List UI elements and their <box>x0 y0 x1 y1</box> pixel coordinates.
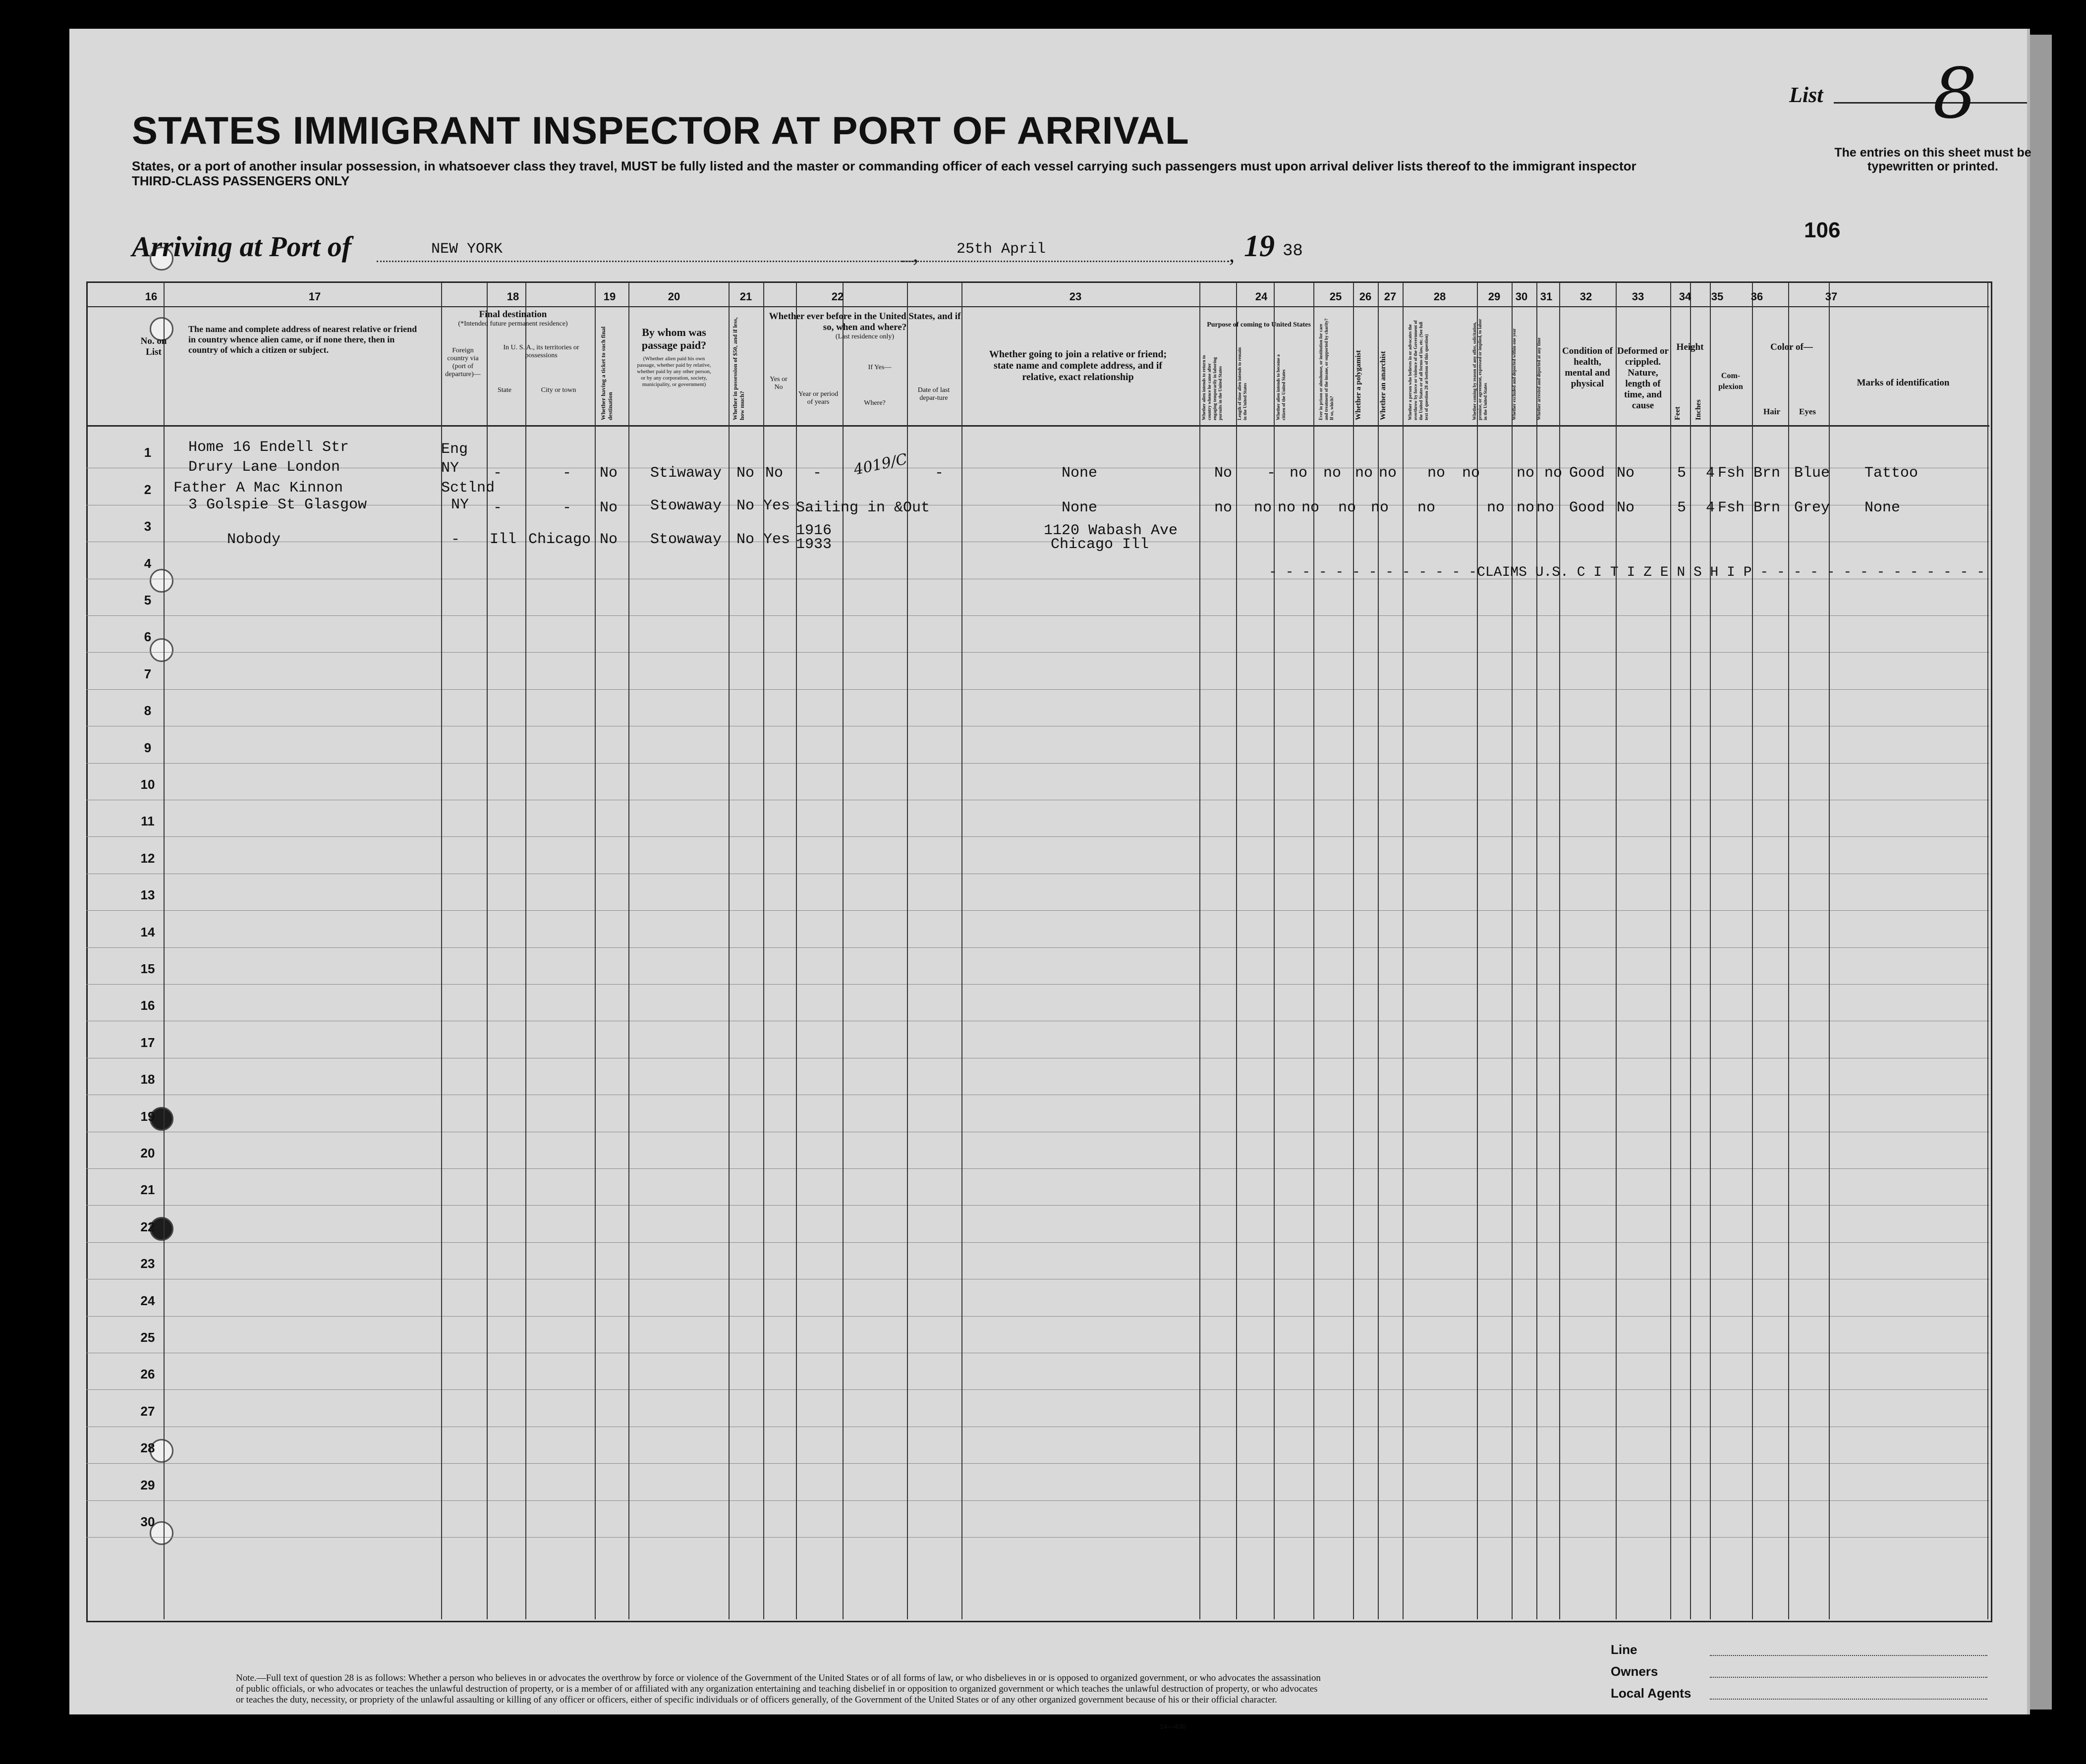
header-excluded: Whether excluded and deported within one year <box>1512 328 1517 420</box>
table-rule <box>86 425 1989 427</box>
owners-label: Owners <box>1611 1664 1658 1679</box>
r3-city: Chicago <box>528 531 591 548</box>
col-number: 27 <box>1384 290 1397 303</box>
r3-passage-paid: Stowaway <box>650 531 722 548</box>
r2-hair: Brn <box>1753 499 1781 516</box>
row-rule <box>86 1389 1989 1390</box>
row-number: 27 <box>140 1403 155 1419</box>
row-number: 8 <box>144 703 152 718</box>
r2-deformed: No <box>1617 499 1635 516</box>
column-rule <box>1690 282 1691 1619</box>
form-code: 14—430 <box>1160 1722 1186 1730</box>
row-rule <box>86 652 1989 653</box>
col-number: 19 <box>603 290 616 303</box>
row-number: 5 <box>144 593 152 607</box>
header-passage-paid <box>634 326 714 388</box>
column-rule <box>1559 282 1560 1619</box>
column-rule <box>763 282 764 1619</box>
row-rule <box>86 1242 1989 1243</box>
row-number: 17 <box>140 1035 155 1050</box>
r1-prison: no <box>1323 465 1342 482</box>
r2-deported: no <box>1536 499 1555 516</box>
r3-via: - <box>451 531 460 548</box>
r1-anarchist: no <box>1379 465 1397 482</box>
row-rule <box>86 947 1989 948</box>
header-no-on-list: No. on List <box>140 336 167 357</box>
row-rule <box>86 910 1989 911</box>
row-number: 15 <box>140 961 155 976</box>
r1-overthrow: no <box>1427 465 1446 482</box>
header-deformed: Deformed or crippled. Nature, length of time, and cause <box>1617 346 1669 411</box>
row-number: 14 <box>140 924 155 939</box>
row-number: 2 <box>144 482 152 497</box>
header-city: City or town <box>541 386 576 394</box>
r1-departure-date: - <box>935 465 944 482</box>
intro-line: States, or a port of another insular possession, in whatsoever class they travel, MUST be fully listed and the master or commanding officer of each vessel carrying such passengers must upon arrival deliver lists thereof to the immigrant inspector <box>132 159 1636 173</box>
header-health: Condition of health, mental and physical <box>1562 346 1613 389</box>
r2-joining: None <box>1062 499 1098 516</box>
r1-excluded: no <box>1517 465 1535 482</box>
header-final-destination <box>446 309 580 328</box>
header-date-departure: Date of last depar-ture <box>917 386 950 402</box>
header-polygamist: Whether a polygamist <box>1354 350 1362 420</box>
page-number: 106 <box>1804 218 1841 242</box>
column-rule <box>843 282 844 1619</box>
row-number: 28 <box>140 1440 155 1456</box>
port-underline <box>377 261 917 262</box>
question-28-note: Note.—Full text of question 28 is as follows: Whether a person who believes in or advocates the overthrow by force or violence of the Government of the United States or of all forms of law, or who disbelieves in or is opposed to organized government, or who advocates the assassination of public officials, or who advocates or teaches the unlawful destruction of property, or is a member of or affiliated with any organization entertaining and teaching disbelief in or opposition to organized government or which teaches the unlawful destruction of property, or who advocates or teaches the duty, necessity, or propriety of the unlawful assaulting or killing of any officer or officers, either of specific individuals or of officers generally, of the Government of the United States or of any other organized government because of his or their official character. <box>236 1673 1321 1705</box>
row-number: 12 <box>140 850 155 866</box>
r2-anarchist: no <box>1371 499 1389 516</box>
col-number: 32 <box>1579 290 1592 303</box>
header-join-relative: Whether going to join a relative or friend; state name and complete address, and if relative, exact relationship <box>989 349 1167 383</box>
arrival-date: 25th April <box>957 241 1046 258</box>
row-number: 26 <box>140 1367 155 1382</box>
row-number: 1 <box>144 445 152 460</box>
page-title: STATES IMMIGRANT INSPECTOR AT PORT OF ARRIVAL <box>132 109 1189 152</box>
owners-field <box>1710 1677 1987 1678</box>
intro-text <box>132 159 1767 188</box>
column-rule <box>1752 282 1753 1619</box>
column-rule <box>628 282 629 1619</box>
col-number: 36 <box>1750 290 1763 303</box>
header-complexion: Com-plexion <box>1718 372 1743 391</box>
r2-purpose-return: no <box>1214 499 1233 516</box>
row-number: 25 <box>140 1330 155 1345</box>
r1-year: - <box>813 465 822 482</box>
r1-polygamist: no <box>1355 465 1373 482</box>
column-rule <box>1353 282 1354 1619</box>
r2-overthrow: no <box>1417 499 1436 516</box>
header-in-usa: In U. S. A., its territories or possessions <box>503 344 579 359</box>
sheet-edge <box>2030 35 2052 1709</box>
r3-joining-line1: 1120 Wabash Ave <box>1044 522 1178 539</box>
header-inches: Inches <box>1694 399 1702 420</box>
r3-address: Nobody <box>227 531 281 548</box>
column-rule <box>1199 282 1200 1619</box>
r1-passage-paid: Stiwaway <box>650 465 722 482</box>
comma: , <box>1229 242 1235 267</box>
row-rule <box>86 1316 1989 1317</box>
col-number: 18 <box>507 290 519 303</box>
column-rule <box>1477 282 1478 1619</box>
date-underline <box>902 261 1229 262</box>
col-number: 33 <box>1632 290 1644 303</box>
header-year: Year or period of years <box>798 390 839 406</box>
row-rule <box>86 689 1989 690</box>
header-deported: Whether arrested and deported at any time <box>1536 337 1541 420</box>
r3-ever-before: Yes <box>763 531 790 548</box>
r1-state: - <box>493 465 503 482</box>
r3-money: No <box>736 531 755 548</box>
header-ticket: Whether having a ticket to such final destination <box>600 326 614 420</box>
r1-address-line2: Drury Lane London <box>188 459 340 476</box>
r3-state: Ill <box>490 531 517 548</box>
row-number: 4 <box>144 555 152 571</box>
row-rule <box>86 763 1989 764</box>
comma: , <box>913 242 918 267</box>
r2-inches: 4 <box>1706 499 1715 516</box>
column-rule <box>961 282 962 1619</box>
ever-before-note: (Last residence only) <box>835 333 895 340</box>
row-number: 3 <box>144 519 152 534</box>
header-yes-no: Yes or No <box>770 376 788 391</box>
header-if-yes: If Yes— <box>868 364 892 371</box>
row-number: 9 <box>144 740 152 755</box>
column-rule <box>907 282 908 1619</box>
r2-via-line1: Sctlnd <box>441 480 495 496</box>
col-number: 28 <box>1433 290 1446 303</box>
r2-labor-offer: no <box>1487 499 1505 516</box>
r1-marks: Tattoo <box>1864 465 1918 482</box>
column-rule <box>1616 282 1617 1619</box>
header-fifty-dollars: Whether in possession of $50, and if less, how much? <box>732 317 745 420</box>
r1-deported: no <box>1544 465 1563 482</box>
column-rule <box>1512 282 1513 1619</box>
header-anarchist: Whether an anarchist <box>1379 351 1387 420</box>
r1-ticket: No <box>600 465 618 482</box>
r2-passage-paid: Stowaway <box>650 497 722 514</box>
header-purpose: Purpose of coming to United States <box>1207 321 1311 329</box>
row-number: 7 <box>144 666 152 681</box>
row-rule <box>86 1205 1989 1206</box>
row-number: 23 <box>140 1256 155 1271</box>
r3-year1: 1916 <box>796 522 832 539</box>
r2-excluded: no <box>1517 499 1535 516</box>
r2-money: No <box>736 497 755 514</box>
column-rule <box>1236 282 1237 1619</box>
row-rule <box>86 1537 1989 1538</box>
col-number: 20 <box>668 290 680 303</box>
r2-marks: None <box>1864 499 1901 516</box>
col-number: 30 <box>1515 290 1528 303</box>
local-agents-label: Local Agents <box>1611 1686 1691 1701</box>
row-rule <box>86 1500 1989 1501</box>
r2-purpose-length: no <box>1254 499 1272 516</box>
column-rule <box>1788 282 1789 1619</box>
r1-hair: Brn <box>1753 465 1781 482</box>
row-number: 16 <box>140 998 155 1013</box>
r2-feet: 5 <box>1677 499 1687 516</box>
header-overthrow: Whether a person who believes in or advocates the overthrow by force or violence of the Government of the United States or of all forms of law, etc. (See full text of question 28 at bottom of this question) <box>1408 320 1429 420</box>
row-rule <box>86 1168 1989 1169</box>
r2-purpose-citizen: no <box>1278 499 1296 516</box>
r1-labor-offer: no <box>1462 465 1480 482</box>
r2-address-line1: Father A Mac Kinnon <box>173 480 343 496</box>
header-labor-offer: Whether coming by reason of any offer, solicitation, promise, or agreement, expressed or implied, to labor in the United States <box>1472 319 1488 420</box>
row-number: 29 <box>140 1477 155 1492</box>
header-color-of: Color of— <box>1770 342 1813 352</box>
manifest-table <box>86 281 1992 1622</box>
row-number: 24 <box>140 1293 155 1308</box>
manifest-sheet <box>69 29 2031 1730</box>
r2-prison: no <box>1301 499 1320 516</box>
column-rule <box>1710 282 1711 1619</box>
col-number: 16 <box>145 290 158 303</box>
header-eyes: Eyes <box>1799 407 1816 416</box>
column-rule <box>595 282 596 1619</box>
header-height: Height <box>1676 342 1704 352</box>
r1-joining: None <box>1062 465 1098 482</box>
col-number: 26 <box>1359 290 1372 303</box>
r2-complexion: Fsh <box>1718 499 1745 516</box>
row-rule <box>86 1463 1989 1464</box>
r1-feet: 5 <box>1677 465 1687 482</box>
column-rule <box>1987 282 1988 1619</box>
line-label: Line <box>1611 1642 1637 1657</box>
row-number: 13 <box>140 887 155 903</box>
row-number: 6 <box>144 629 152 645</box>
r2-health: Good <box>1569 499 1605 516</box>
header-ever-before <box>768 311 961 341</box>
passage-paid-note: (Whether alien paid his own passage, whether paid by relative, whether paid by any other person, or by any corporation, society, municipality, or government) <box>637 356 711 387</box>
r1-inches: 4 <box>1706 465 1715 482</box>
col-number: 22 <box>831 290 844 303</box>
r1-money: No <box>736 465 755 482</box>
header-nearest-relative: The name and complete address of nearest relative or friend in country whence alien came, or if none there, then in country of which a citizen or subject. <box>188 324 417 355</box>
column-rule <box>1313 282 1314 1619</box>
r1-city: - <box>563 465 572 482</box>
row-number: 19 <box>140 1108 155 1124</box>
class-line: THIRD-CLASS PASSENGERS ONLY <box>132 173 350 188</box>
year-suffix: 38 <box>1283 242 1303 261</box>
column-rule <box>796 282 797 1619</box>
header-purpose-length: Length of time alien intends to remain in the United States <box>1237 347 1247 420</box>
list-underline <box>1834 102 2027 104</box>
r2-year-where: Sailing in &Out <box>796 499 930 516</box>
r2-via-line2: NY <box>451 496 469 513</box>
r2-ever-before: Yes <box>763 497 790 514</box>
r1-purpose-citizen: no <box>1290 465 1308 482</box>
column-rule <box>1829 282 1830 1619</box>
header-purpose-citizen: Whether alien intends to become a citizen of the United States <box>1276 354 1286 420</box>
header-purpose-return: Whether alien intends to return to country whence he came after engaging temporarily in laboring pursuits in the United States <box>1201 355 1223 420</box>
local-agents-field <box>1710 1699 1987 1700</box>
r1-complexion: Fsh <box>1718 465 1745 482</box>
col-number: 37 <box>1825 290 1838 303</box>
row-number: 10 <box>140 777 155 792</box>
table-rule <box>86 306 1989 307</box>
column-rule <box>1274 282 1275 1619</box>
row-number: 30 <box>140 1514 155 1529</box>
r2-eyes: Grey <box>1794 499 1830 516</box>
final-destination-label: Final destination <box>479 309 547 320</box>
header-prison: Ever in prison or almshouse, or institution for care and treatment of the insane, or supported by charity? If so, which? <box>1318 318 1334 420</box>
col-number: 29 <box>1488 290 1501 303</box>
r2-ticket: No <box>600 499 618 516</box>
row-number: 20 <box>140 1146 155 1160</box>
port-value: NEW YORK <box>431 241 503 258</box>
r3-joining-line2: Chicago Ill <box>1051 536 1149 553</box>
col-number: 34 <box>1679 290 1691 303</box>
col-number: 21 <box>739 290 752 303</box>
row-number: 22 <box>140 1219 155 1234</box>
col-number: 24 <box>1255 290 1268 303</box>
col-number: 35 <box>1711 290 1724 303</box>
row-number: 18 <box>140 1072 155 1087</box>
r3-ticket: No <box>600 531 618 548</box>
row-rule <box>86 984 1989 985</box>
column-rule <box>729 282 730 1619</box>
row-number: 21 <box>140 1182 155 1198</box>
line-field <box>1710 1655 1987 1656</box>
r1-eyes: Blue <box>1794 465 1830 482</box>
r1-health: Good <box>1569 465 1605 482</box>
column-rule <box>1403 282 1404 1619</box>
r2-polygamist: no <box>1338 499 1356 516</box>
header-hair: Hair <box>1763 407 1780 416</box>
column-rule <box>1670 282 1671 1619</box>
final-destination-note: (*Intended future permanent residence) <box>458 320 568 328</box>
r3-year2: 1933 <box>796 536 832 553</box>
row-rule <box>86 836 1989 837</box>
r1-handwritten-note: 4019/C <box>852 450 909 479</box>
col-number: 25 <box>1329 290 1342 303</box>
header-foreign-country: Foreign country via (port of departure)— <box>445 347 481 378</box>
header-state: State <box>498 386 511 394</box>
r1-deformed: No <box>1617 465 1635 482</box>
column-rule <box>525 282 526 1619</box>
entries-note: The entries on this sheet must be typewritten or printed. <box>1834 146 2031 173</box>
r2-state: - <box>493 499 503 516</box>
ever-before-label: Whether ever before in the United States, and if so, when and where? <box>769 311 961 332</box>
list-number: 8 <box>1933 54 1977 134</box>
col-number: 17 <box>308 290 321 303</box>
r1-ever-before: No <box>765 465 784 482</box>
r1-via-line1: Eng <box>441 441 468 458</box>
header-feet: Feet <box>1674 406 1682 420</box>
header-marks: Marks of identification <box>1857 378 1950 388</box>
column-rule <box>1536 282 1537 1619</box>
list-label: List <box>1789 83 1823 107</box>
port-label: Arriving at Port of <box>132 230 352 263</box>
r2-address-line2: 3 Golspie St Glasgow <box>188 496 367 513</box>
col-number: 23 <box>1069 290 1082 303</box>
passage-paid-label: By whom was passage paid? <box>641 326 707 351</box>
r1-purpose-return: No <box>1214 465 1233 482</box>
r3-claims-citizenship: - - - - - - - - - - - - -CLAIMS U.S. C I T I Z E N S H I P - - - - - - - - - - - - - - <box>1269 565 1985 580</box>
row-rule <box>86 615 1989 616</box>
r2-city: - <box>563 499 572 516</box>
r1-via-line2: NY <box>441 460 459 477</box>
col-number: 31 <box>1540 290 1553 303</box>
r1-address-line1: Home 16 Endell Str <box>188 439 349 456</box>
r1-purpose-length: - <box>1267 465 1276 482</box>
header-where: Where? <box>864 399 886 407</box>
column-rule <box>1378 282 1379 1619</box>
row-number: 11 <box>141 814 155 829</box>
year-prefix: 19 <box>1244 229 1275 263</box>
